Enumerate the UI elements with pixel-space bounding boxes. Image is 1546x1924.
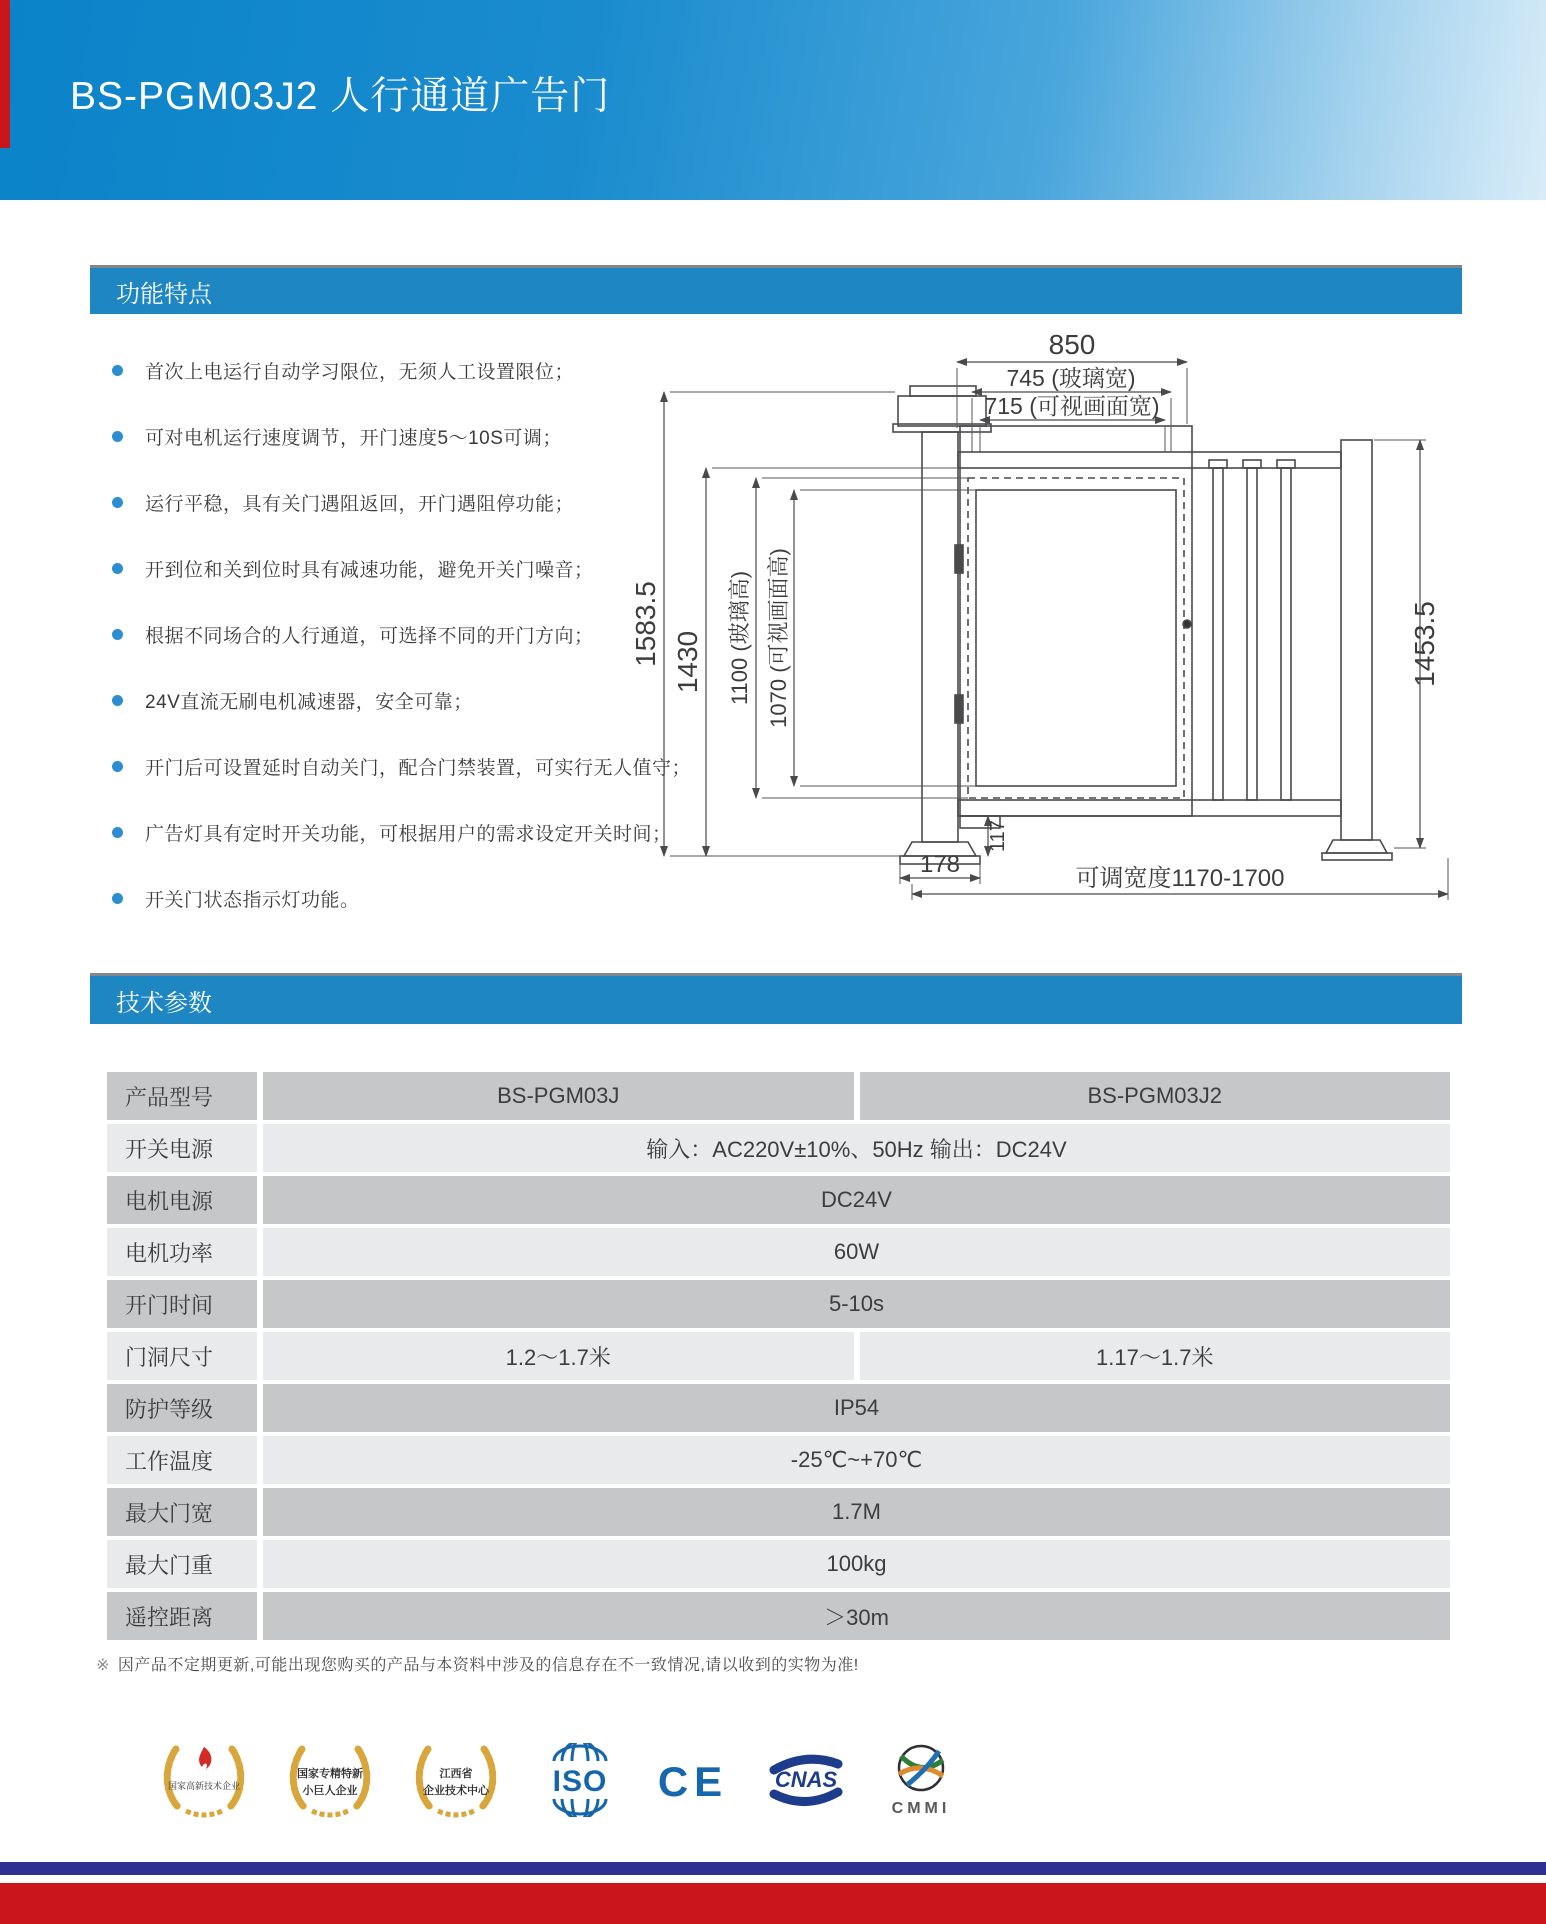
row-label: 开门时间 bbox=[107, 1280, 257, 1328]
iso-text: ISO bbox=[552, 1765, 608, 1798]
row-value: 1.2～1.7米 bbox=[263, 1332, 854, 1380]
bullet-icon bbox=[112, 629, 123, 640]
table-row bbox=[107, 1228, 1450, 1276]
dim-visible-height-label: 1070 (可视画面高) bbox=[766, 548, 791, 728]
row-label: 门洞尺寸 bbox=[107, 1332, 257, 1380]
dim-door-height-label: 1430 bbox=[672, 630, 703, 694]
table-row bbox=[107, 1540, 1450, 1588]
row-label: 工作温度 bbox=[107, 1436, 257, 1484]
dim-bottom-gap-label: 117 bbox=[987, 820, 1009, 852]
feature-text: 开关门状态指示灯功能。 bbox=[145, 889, 360, 911]
gate-outline bbox=[893, 386, 1392, 864]
feature-text: 开门后可设置延时自动关门，配合门禁装置，可实行无人值守； bbox=[145, 757, 692, 779]
table-row bbox=[107, 1280, 1450, 1328]
row-label: 电机功率 bbox=[107, 1228, 257, 1276]
row-value: IP54 bbox=[263, 1384, 1450, 1432]
table-row bbox=[107, 1488, 1450, 1536]
row-label: 开关电源 bbox=[107, 1124, 257, 1172]
badge-text-line2: 企业技术中心 bbox=[423, 1785, 489, 1797]
header-banner bbox=[0, 0, 1546, 200]
dim-glass-height-label: 1100 (玻璃高) bbox=[727, 570, 752, 706]
row-value: DC24V bbox=[263, 1176, 1450, 1224]
row-value: ＞30m bbox=[263, 1592, 1450, 1640]
reference-mark: ※ bbox=[96, 1657, 110, 1674]
corner-accent-strip bbox=[0, 0, 10, 148]
bullet-icon bbox=[112, 563, 123, 574]
table-row bbox=[107, 1332, 1450, 1380]
disclaimer-text: 因产品不定期更新,可能出现您购买的产品与本资料中涉及的信息存在不一致情况,请以收到的实物为准! bbox=[117, 1657, 859, 1674]
table-row bbox=[107, 1124, 1450, 1172]
feature-text: 开到位和关到位时具有减速功能，避免开关门噪音； bbox=[145, 559, 594, 581]
feature-text: 运行平稳，具有关门遇阻返回，开门遇阻停功能； bbox=[145, 493, 575, 515]
row-value: 输入：AC220V±10%、50Hz 输出：DC24V bbox=[263, 1124, 1450, 1172]
row-value: 100kg bbox=[263, 1540, 1450, 1588]
row-label: 遥控距离 bbox=[107, 1592, 257, 1640]
row-label: 防护等级 bbox=[107, 1384, 257, 1432]
badge-text: 国家高新技术企业 bbox=[167, 1781, 241, 1791]
specs-heading: 技术参数 bbox=[116, 989, 212, 1017]
ce-text: CE bbox=[658, 1758, 728, 1805]
table-row bbox=[107, 1592, 1450, 1640]
dim-post-width-label: 178 bbox=[919, 851, 961, 878]
cnas-logo-icon bbox=[762, 1750, 850, 1810]
feature-text: 首次上电运行自动学习限位，无须人工设置限位； bbox=[145, 361, 575, 383]
row-value: 1.17～1.7米 bbox=[860, 1332, 1451, 1380]
dim-right-height-label: 1453.5 bbox=[1409, 601, 1440, 687]
cmmi-text: CMMI bbox=[891, 1800, 951, 1817]
footer-navy-stripe bbox=[0, 1862, 1546, 1875]
certification-row bbox=[158, 1736, 958, 1824]
row-label: 最大门重 bbox=[107, 1540, 257, 1588]
badge-text-line1: 国家专精特新 bbox=[297, 1768, 363, 1780]
disclaimer-note bbox=[96, 1652, 859, 1675]
feature-text: 可对电机运行速度调节，开门速度5～10S可调； bbox=[145, 427, 562, 449]
national-hightech-enterprise-badge-icon bbox=[158, 1739, 250, 1821]
cmmi-logo-icon bbox=[884, 1741, 958, 1819]
features-heading: 功能特点 bbox=[116, 280, 212, 308]
bullet-icon bbox=[112, 827, 123, 838]
flame-icon bbox=[199, 1747, 211, 1769]
row-label: 产品型号 bbox=[107, 1072, 257, 1120]
specs-section-bar bbox=[90, 976, 1462, 1024]
badge-text-line1: 江西省 bbox=[439, 1768, 473, 1780]
feature-text: 广告灯具有定时开关功能，可根据用户的需求设定开关时间； bbox=[145, 823, 672, 845]
feature-text: 根据不同场合的人行通道，可选择不同的开门方向； bbox=[145, 625, 594, 647]
row-value: 5-10s bbox=[263, 1280, 1450, 1328]
feature-text: 24V直流无刷电机减速器，安全可靠； bbox=[145, 691, 473, 713]
bullet-icon bbox=[112, 497, 123, 508]
footer-red-stripe bbox=[0, 1883, 1546, 1924]
row-value: 1.7M bbox=[263, 1488, 1450, 1536]
badge-text-line2: 小巨人企业 bbox=[302, 1785, 358, 1797]
table-row bbox=[107, 1176, 1450, 1224]
row-value: BS-PGM03J2 bbox=[860, 1072, 1451, 1120]
bullet-icon bbox=[112, 431, 123, 442]
table-row bbox=[107, 1072, 1450, 1120]
dim-total-height-label: 1583.5 bbox=[630, 581, 661, 667]
table-row bbox=[107, 1384, 1450, 1432]
gate-technical-drawing bbox=[630, 270, 1470, 910]
dim-glass-width-label: 745 (玻璃宽) bbox=[1006, 365, 1136, 391]
bullet-icon bbox=[112, 695, 123, 706]
table-row bbox=[107, 1436, 1450, 1484]
bullet-icon bbox=[112, 365, 123, 376]
dim-total-width-label: 850 bbox=[1048, 329, 1096, 360]
bullet-icon bbox=[112, 761, 123, 772]
spec-table bbox=[107, 1072, 1450, 1644]
row-label: 电机电源 bbox=[107, 1176, 257, 1224]
row-value: BS-PGM03J bbox=[263, 1072, 854, 1120]
row-value: 60W bbox=[263, 1228, 1450, 1276]
little-giant-enterprise-badge-icon bbox=[284, 1739, 376, 1821]
bullet-icon bbox=[112, 893, 123, 904]
dim-adjustable-width-label: 可调宽度1170-1700 bbox=[1075, 865, 1285, 892]
dim-visible-width-label: 715 (可视画面宽) bbox=[984, 393, 1160, 419]
cnas-text: CNAS bbox=[774, 1767, 838, 1792]
iso-logo-icon bbox=[536, 1743, 624, 1817]
row-label: 最大门宽 bbox=[107, 1488, 257, 1536]
page-title: BS-PGM03J2 人行通道广告门 bbox=[70, 75, 611, 118]
row-value: -25℃~+70℃ bbox=[263, 1436, 1450, 1484]
jiangxi-tech-center-badge-icon bbox=[410, 1739, 502, 1821]
ce-mark-icon bbox=[658, 1752, 728, 1808]
